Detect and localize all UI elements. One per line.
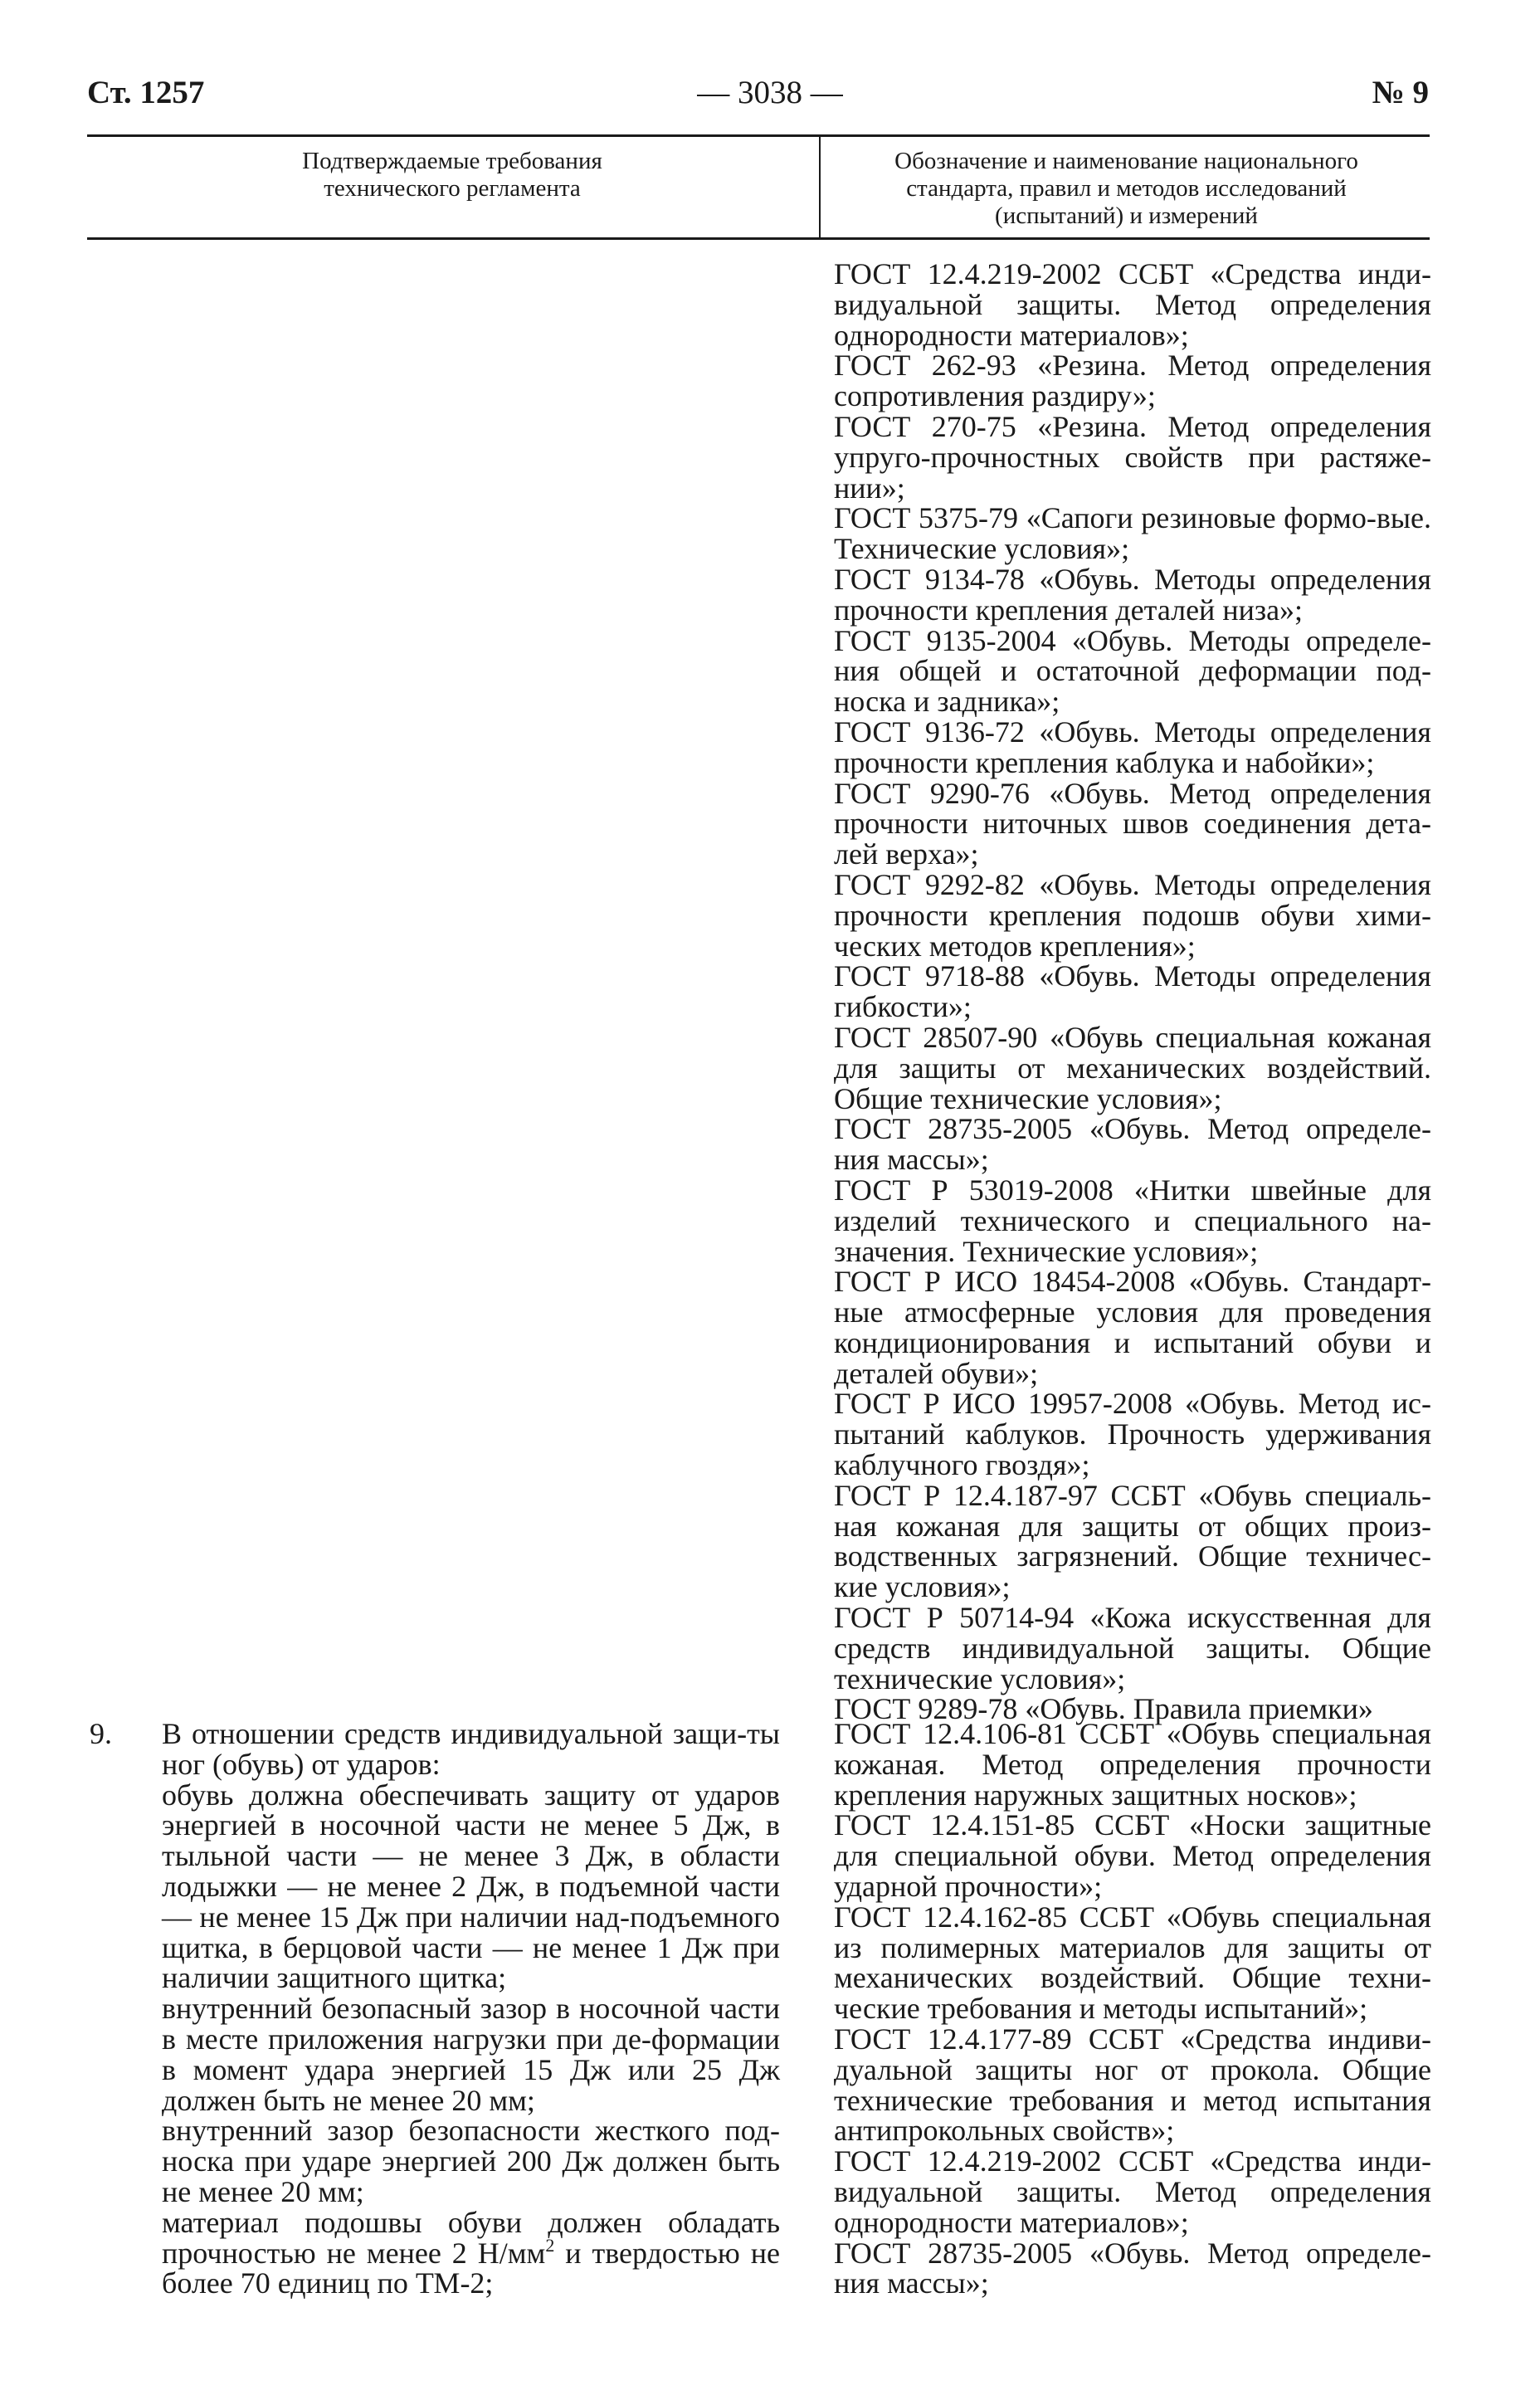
standard-entry: ГОСТ 9135-2004 «Обувь. Методы определе-ния общей и остаточной деформации под-носка и задника»; (834, 623, 1431, 719)
requirement-paragraph: внутренний зазор безопасности жесткого под-носка при ударе энергией 200 Дж должен быть не менее 20 мм; (162, 2114, 780, 2208)
column-header-line: технического регламента (324, 175, 581, 202)
standard-entry: ГОСТ Р ИСО 19957-2008 «Обувь. Метод ис-пытаний каблуков. Прочность удерживания каблучного гвоздя»; (834, 1387, 1431, 1482)
standard-entry: ГОСТ 28735-2005 «Обувь. Метод определе-ния массы»; (834, 2236, 1431, 2300)
standard-entry: ГОСТ 12.4.219-2002 ССБТ «Средства инди-видуальной защиты. Метод определения однородности материалов»; (834, 257, 1431, 352)
standard-entry: ГОСТ Р 12.4.187-97 ССБТ «Обувь специаль-ная кожаная для защиты от общих произ-водственных загрязнений. Общие техничес-кие условия»; (834, 1478, 1431, 1604)
standard-entry: ГОСТ Р ИСО 18454-2008 «Обувь. Стандарт-ные атмосферные условия для проведения кондиционирования и испытаний обуви и деталей обуви»; (834, 1265, 1431, 1390)
table-header-rule (87, 237, 1430, 240)
column-header-line: (испытаний) и измерений (995, 202, 1258, 229)
standard-entry: ГОСТ 9289-78 «Обувь. Правила приемки» (834, 1692, 1373, 1726)
standard-entry: ГОСТ 9290-76 «Обувь. Метод определения прочности ниточных швов соединения дета-лей верха»; (834, 776, 1431, 871)
table-top-rule (87, 134, 1430, 137)
requirement-text: и твердостью не более 70 единиц по ТМ-2; (162, 2236, 780, 2300)
column-header-line: Обозначение и наименование национального (894, 148, 1358, 174)
standard-entry: ГОСТ 262-93 «Резина. Метод определения сопротивления раздиру»; (834, 349, 1431, 413)
standard-entry: ГОСТ 28507-90 «Обувь специальная кожаная для защиты от механических воздействий. Общие технические условия»; (834, 1020, 1431, 1115)
standard-entry: ГОСТ 270-75 «Резина. Метод определения упруго-прочностных свойств при растяже-нии»; (834, 409, 1431, 505)
article-number: Ст. 1257 (87, 75, 205, 110)
row-9-standards (834, 1719, 1431, 2299)
standard-entry: ГОСТ Р 50714-94 «Кожа искусственная для средств индивидуальной защиты. Общие технические условия»; (834, 1601, 1431, 1695)
requirement-paragraph: обувь должна обеспечивать защиту от ударов энергией в носочной части не менее 5 Дж, в тыльной части — не менее 3 Дж, в области лодыжки — не менее 2 Дж, в подъемной части — не менее 15 Дж при наличии над-подъемного щитка, в берцовой части — не менее 1 Дж при наличии защитного щитка; (162, 1778, 780, 1995)
standard-entry: ГОСТ 9292-82 «Обувь. Методы определения прочности крепления подошв обуви хими-ческих методов крепления»; (834, 867, 1431, 963)
row-9-requirements (162, 1719, 780, 2299)
standard-entry: ГОСТ 28735-2005 «Обувь. Метод определе-ния массы»; (834, 1112, 1431, 1177)
standard-entry: ГОСТ 9134-78 «Обувь. Методы определения прочности крепления деталей низа»; (834, 562, 1431, 627)
table-header-divider (819, 134, 821, 240)
standard-entry: ГОСТ 12.4.219-2002 ССБТ «Средства инди-видуальной защиты. Метод определения однородности материалов»; (834, 2144, 1431, 2239)
requirement-paragraph: внутренний безопасный зазор в носочной части в месте приложения нагрузки при де-формации в момент удара энергией 15 Дж или 25 Дж должен быть не менее 20 мм; (162, 1992, 780, 2117)
standard-entry: ГОСТ 12.4.106-81 ССБТ «Обувь специальная кожаная. Метод определения прочности крепления наружных защитных носков»; (834, 1717, 1431, 1812)
standard-entry: ГОСТ 9136-72 «Обувь. Методы определения прочности крепления каблука и набойки»; (834, 715, 1431, 779)
requirement-paragraph (162, 2207, 780, 2299)
superscript: 2 (545, 2234, 555, 2256)
row-number: 9. (90, 1717, 112, 1750)
column-header-line: Подтверждаемые требования (302, 148, 602, 174)
standards-list-continued (834, 259, 1431, 1724)
issue-number: № 9 (1372, 75, 1429, 110)
requirement-text: материал подошвы обуви должен обладать прочностью не менее 2 Н/мм (162, 2205, 780, 2270)
standard-entry: ГОСТ 5375-79 «Сапоги резиновые формо-вые. Технические условия»; (834, 501, 1431, 566)
column-header-standards (830, 148, 1423, 230)
standard-entry: ГОСТ 12.4.177-89 ССБТ «Средства индиви-дуальной защиты ног от прокола. Общие технические требования и метод испытания антипрокольных свойств»; (834, 2022, 1431, 2148)
standard-entry: ГОСТ 12.4.162-85 ССБТ «Обувь специальная из полимерных материалов для защиты от механических воздействий. Общие техни-ческие требования и методы испытаний»; (834, 1900, 1431, 2026)
standard-entry: ГОСТ 12.4.151-85 ССБТ «Носки защитные для специальной обуви. Метод определения ударной прочности»; (834, 1808, 1431, 1903)
standard-entry: ГОСТ Р 53019-2008 «Нитки швейные для изделий технического и специального на-значения. Технические условия»; (834, 1173, 1431, 1268)
column-header-line: стандарта, правил и методов исследований (906, 175, 1347, 202)
requirement-paragraph: В отношении средств индивидуальной защи-ты ног (обувь) от ударов: (162, 1717, 780, 1781)
column-header-requirements (95, 148, 809, 202)
page-number: — 3038 — (697, 75, 843, 110)
standard-entry: ГОСТ 9718-88 «Обувь. Методы определения гибкости»; (834, 959, 1431, 1024)
